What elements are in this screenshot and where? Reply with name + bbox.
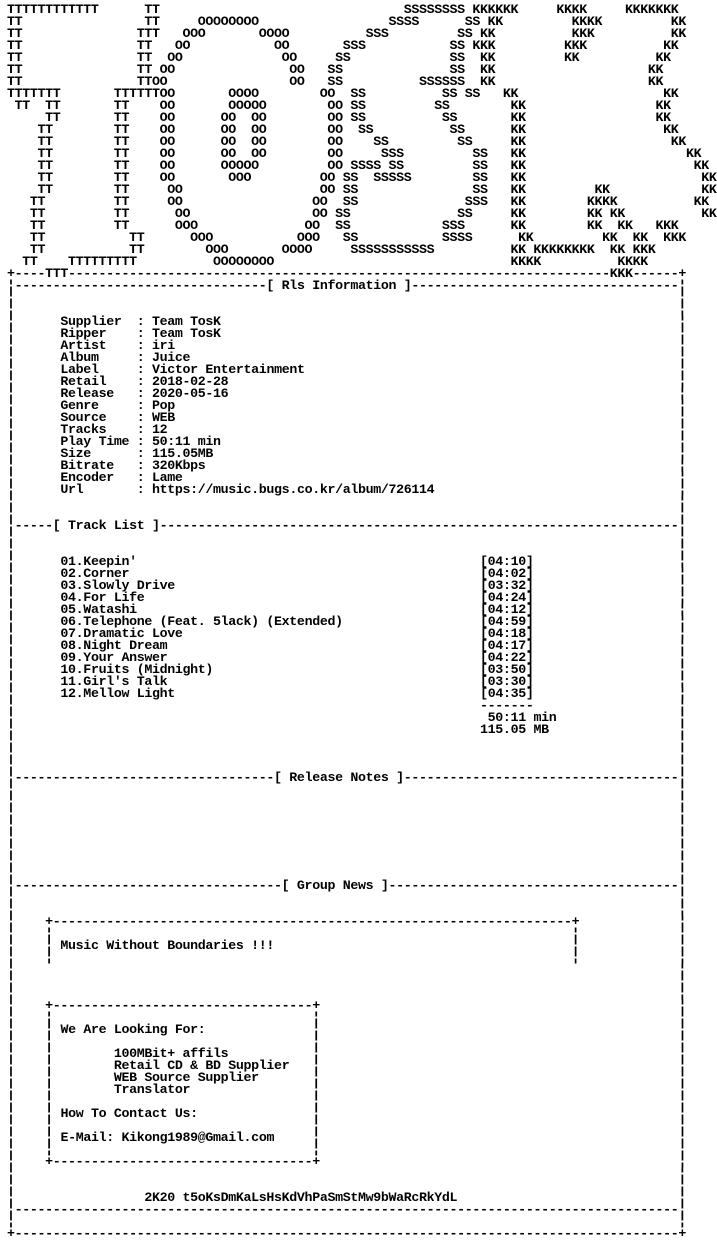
blank-line: ¦ ¦: [7, 794, 687, 809]
info-key: Source: [60, 410, 107, 425]
blank-line: ¦ ¦: [7, 806, 687, 821]
contact-box-top: ¦ +----------------------------------+ ¦: [7, 998, 687, 1013]
blank-line: ¦ ¦: [7, 866, 687, 881]
info-row: ¦ Release : 2020-05-16 ¦: [7, 386, 687, 401]
track-time: [04:02]: [480, 566, 534, 581]
track-row: ¦ 09.Your Answer [04:22] ¦: [7, 650, 687, 665]
info-value: Lame: [151, 470, 183, 485]
looking-for-row: ¦ ¦ 100MBit+ affils ¦ ¦: [7, 1046, 687, 1061]
blank-line: ¦ ¦: [7, 902, 687, 917]
blank-line: ¦ ¦: [7, 1214, 687, 1229]
track-title: 08.Night Dream: [60, 638, 168, 653]
logo-row: TTTTTTTTTTTT TT SSSSSSSS KKKKKK KKKK KKKKKKK: [7, 2, 679, 17]
track-time: [04:22]: [480, 650, 534, 665]
group-motto: Music Without Boundaries !!!: [60, 938, 275, 953]
contact-title: How To Contact Us:: [60, 1106, 198, 1121]
info-row: ¦ Play Time : 50:11 min ¦: [7, 434, 687, 449]
section-release-notes: [ Release Notes ]: [274, 770, 404, 785]
track-time: [04:12]: [480, 602, 534, 617]
info-key: Supplier: [60, 314, 122, 329]
motto-box-line: ¦ ¦ Music Without Boundaries !!! ¦ ¦: [7, 938, 687, 953]
blank-line: ¦ ¦: [7, 974, 687, 989]
contact-box-line: ¦ ¦ ¦ ¦: [7, 1034, 687, 1049]
track-row: ¦ 05.Watashi [04:12] ¦: [7, 602, 687, 617]
info-value: Juice: [152, 350, 191, 365]
contact-box-line: ¦ ¦ ¦ ¦: [7, 1010, 687, 1025]
track-row: ¦ 04.For Life [04:24] ¦: [7, 590, 687, 605]
info-key: Label: [60, 362, 99, 377]
logo-row: TT TT OO OO SS SS KK KK KK: [7, 50, 671, 65]
blank-line: ¦ ¦: [7, 890, 687, 905]
info-row: ¦ Source : WEB ¦: [7, 410, 687, 425]
logo-row: TT TT OO OO OO OO SS SS KK KK: [7, 122, 679, 137]
section-track-list: [ Track List ]: [52, 518, 160, 533]
logo-row: TT TT OO OO SS SS KK KK KK KK: [7, 206, 717, 221]
bottom-border: +---------------------------------------------------------------------------------------+: [7, 1226, 687, 1241]
info-row: ¦ Size : 115.05MB ¦: [7, 446, 687, 461]
logo-row: TT TTTTTTTTT OOOOOOOO KKKK KKKK: [7, 254, 648, 269]
info-row: ¦ Album : Juice ¦: [7, 350, 687, 365]
track-row: ¦ 11.Girl's Talk [03:30] ¦: [7, 674, 687, 689]
blank-line: ¦ ¦: [7, 842, 687, 857]
track-row: ¦ 02.Corner [04:02] ¦: [7, 566, 687, 581]
section-release-notes-line: ¦----------------------------------[ Release Notes ]------------------------------------¦: [7, 770, 687, 785]
looking-for-item: Translator: [113, 1082, 191, 1097]
footer-line: ¦ 2K20 t5oKsDmKaLsHsKdVhPaSmStMw9bWaRcRkYdL ¦: [7, 1190, 687, 1205]
blank-line: ¦ ¦: [7, 782, 687, 797]
logo-row: TT TT OOO OOO SS SSSS KK KK KK KKK: [7, 230, 687, 245]
track-title: 12.Mellow Light: [60, 686, 175, 701]
totals-separator: -------: [480, 698, 534, 713]
logo-row: TT TT OO OOO OO SS SSSSS SS KK KK: [7, 170, 717, 185]
logo-row: TT TT OO OO SS SS KK KK: [7, 62, 664, 77]
section-track-list-line: ¦-----[ Track List ]--------------------------------------------------------------------¦: [7, 518, 687, 533]
blank-line: ¦ ¦: [7, 854, 687, 869]
section-rls-information: [ Rls Information ]: [266, 278, 412, 293]
info-value: WEB: [152, 410, 175, 425]
info-row: ¦ Label : Victor Entertainment ¦: [7, 362, 687, 377]
motto-box-line: ¦ ¦ ¦ ¦: [7, 950, 687, 965]
totals-size-line: ¦ 115.05 MB ¦: [7, 722, 687, 737]
total-play-time: 50:11 min: [487, 710, 557, 725]
blank-line: ¦ ¦: [7, 302, 687, 317]
info-value: 115.05MB: [152, 446, 214, 461]
track-title: 04.For Life: [60, 590, 145, 605]
info-value: 50:11 min: [152, 434, 221, 449]
logo-row: TT TT OO OO SS SSS KK KKKK KK: [7, 194, 709, 209]
section-group-news-line: ¦-----------------------------------[ Group News ]--------------------------------------¦: [7, 878, 687, 893]
track-row: ¦ 10.Fruits (Midnight) [03:50] ¦: [7, 662, 687, 677]
motto-box-top: ¦ +--------------------------------------------------------------------+ ¦: [7, 914, 687, 929]
track-title: 07.Dramatic Love: [60, 626, 183, 641]
info-key: Play Time: [60, 434, 130, 449]
info-row: ¦ Ripper : Team TosK ¦: [7, 326, 687, 341]
info-value: Pop: [152, 398, 175, 413]
info-row: ¦ Supplier : Team TosK ¦: [7, 314, 687, 329]
track-time: [04:10]: [480, 554, 534, 569]
logo-row: TT TTT OOO OOOO SSS SS KK KKK KK: [7, 26, 687, 41]
footer-signature: 2K20 t5oKsDmKaLsHsKdVhPaSmStMw9bWaRcRkYdL: [144, 1190, 458, 1205]
contact-box-bottom: ¦ +----------------------------------+ ¦: [7, 1154, 687, 1169]
blank-line: ¦ ¦: [7, 1178, 687, 1193]
blank-line: ¦ ¦: [7, 290, 687, 305]
logo-row: TT TT OO OO OO OO SS SS KK KK: [7, 134, 687, 149]
email-address: Kikong1989@Gmail.com: [121, 1130, 275, 1145]
track-row: ¦ 03.Slowly Drive [03:32] ¦: [7, 578, 687, 593]
track-title: 11.Girl's Talk: [60, 674, 168, 689]
track-row: ¦ 06.Telephone (Feat. 5lack) (Extended) [04:59] ¦: [7, 614, 687, 629]
info-key: Genre: [60, 398, 99, 413]
info-key: Url: [60, 482, 84, 497]
info-value: https://music.bugs.co.kr/album/726114: [151, 482, 435, 497]
info-key: Retail: [60, 374, 107, 389]
info-value: Victor Entertainment: [152, 362, 305, 377]
track-row: ¦ 12.Mellow Light [04:35] ¦: [7, 686, 687, 701]
info-value: Team TosK: [152, 314, 221, 329]
blank-line: ¦ ¦: [7, 542, 687, 557]
looking-for-item: 100MBit+ affils: [113, 1046, 229, 1061]
email-row: ¦ ¦ E-Mail: Kikong1989@Gmail.com ¦ ¦: [7, 1130, 687, 1145]
logo-row: TTTTTTT TTTTTTOO OOOO OO SS SS SS KK KK: [7, 86, 679, 101]
info-value: 320Kbps: [151, 458, 206, 473]
logo-row: TT TT OO OO OO OO SS SS KK KK: [7, 110, 671, 125]
section-rls-information-line: ¦---------------------------------[ Rls Information ]-----------------------------------¦: [7, 278, 687, 293]
track-title: 10.Fruits (Midnight): [60, 662, 214, 677]
track-title: 05.Watashi: [60, 602, 137, 617]
info-key: Artist: [60, 338, 107, 353]
info-value: 12: [152, 422, 168, 437]
track-title: 03.Slowly Drive: [60, 578, 175, 593]
blank-line: ¦ ¦: [7, 746, 687, 761]
section-group-news: [ Group News ]: [281, 878, 389, 893]
info-key: Tracks: [60, 422, 107, 437]
logo-row: +----TTT-----------------------------------------------------------------------KKK------+: [7, 266, 687, 281]
info-key: Size: [60, 446, 91, 461]
track-time: [04:18]: [480, 626, 534, 641]
blank-line: ¦ ¦: [7, 818, 687, 833]
contact-box-line: ¦ ¦ ¦ ¦: [7, 1142, 687, 1157]
track-time: [04:24]: [480, 590, 534, 605]
logo-row: TT TT OO OO SS SS KK KK KK: [7, 182, 717, 197]
looking-for-row: ¦ ¦ WEB Source Supplier ¦ ¦: [7, 1070, 687, 1085]
looking-for-item: WEB Source Supplier: [113, 1070, 259, 1085]
info-key: Bitrate: [60, 458, 114, 473]
contact-box-line: ¦ ¦ How To Contact Us: ¦ ¦: [7, 1106, 687, 1121]
looking-for-title: We Are Looking For:: [60, 1022, 206, 1037]
info-value: 2018-02-28: [152, 374, 229, 389]
track-title: 09.Your Answer: [60, 650, 168, 665]
info-row: ¦ Url : https://music.bugs.co.kr/album/726114 ¦: [7, 482, 687, 497]
info-key: Release: [60, 386, 114, 401]
looking-for-row: ¦ ¦ Retail CD & BD Supplier ¦ ¦: [7, 1058, 687, 1073]
track-time: [03:30]: [480, 674, 534, 689]
logo-row: TT TT OO OO OO OO SSS SS KK KK: [7, 146, 702, 161]
logo-row: TT TTOO OO SS SSSSSS KK KK: [7, 74, 664, 89]
email-label: E-Mail:: [60, 1130, 114, 1145]
logo-row: TT TT TT OO OOOOO OO SS SS KK KK: [7, 98, 671, 113]
blank-line: ¦ ¦: [7, 506, 687, 521]
total-size: 115.05 MB: [480, 722, 549, 737]
blank-line: ¦ ¦: [7, 1166, 687, 1181]
logo-row: TT TT OOOOOOOO SSSS SS KK KKKK KK: [7, 14, 687, 29]
info-value: Team TosK: [152, 326, 221, 341]
blank-line: ¦ ¦: [7, 530, 687, 545]
logo-row: TT TT OOO OO SS SSS KK KK KK KKK: [7, 218, 679, 233]
track-time: [03:32]: [480, 578, 534, 593]
info-row: ¦ Genre : Pop ¦: [7, 398, 687, 413]
info-key: Ripper: [60, 326, 107, 341]
info-value: iri: [152, 338, 175, 353]
blank-line: ¦ ¦: [7, 734, 687, 749]
contact-box-line: ¦ ¦ ¦ ¦: [7, 1118, 687, 1133]
blank-line: ¦ ¦: [7, 830, 687, 845]
motto-box-line: ¦ ¦ ¦ ¦: [7, 926, 687, 941]
info-key: Album: [60, 350, 99, 365]
track-row: ¦ 08.Night Dream [04:17] ¦: [7, 638, 687, 653]
info-row: ¦ Tracks : 12 ¦: [7, 422, 687, 437]
totals-time-line: ¦ 50:11 min ¦: [7, 710, 687, 725]
blank-line: ¦ ¦: [7, 986, 687, 1001]
track-time: [04:17]: [480, 638, 534, 653]
track-title: 06.Telephone (Feat. 5lack) (Extended): [60, 614, 343, 629]
looking-for-row: ¦ ¦ Translator ¦ ¦: [7, 1082, 687, 1097]
blank-line: ¦ ¦: [7, 962, 687, 977]
info-row: ¦ Bitrate : 320Kbps ¦: [7, 458, 687, 473]
contact-box-line: ¦ ¦ ¦ ¦: [7, 1094, 687, 1109]
logo-row: TT TT OOO OOOO SSSSSSSSSSS KK KKKKKKKK KK KKK: [7, 242, 656, 257]
info-row: ¦ Encoder : Lame ¦: [7, 470, 687, 485]
info-key: Encoder: [60, 470, 114, 485]
info-row: ¦ Artist : iri ¦: [7, 338, 687, 353]
contact-box-line: ¦ ¦ We Are Looking For: ¦ ¦: [7, 1022, 687, 1037]
blank-line: ¦ ¦: [7, 758, 687, 773]
logo-row: TT TT OO OOOOO OO SSSS SS SS KK KK: [7, 158, 709, 173]
info-row: ¦ Retail : 2018-02-28 ¦: [7, 374, 687, 389]
track-time: [04:59]: [480, 614, 534, 629]
track-row: ¦ 07.Dramatic Love [04:18] ¦: [7, 626, 687, 641]
info-value: 2020-05-16: [151, 386, 229, 401]
looking-for-item: Retail CD & BD Supplier: [113, 1058, 290, 1073]
track-title: 01.Keepin': [60, 554, 137, 569]
track-time: [03:50]: [480, 662, 534, 677]
logo-row: TT TT OO OO SSS SS KKK KKK KK: [7, 38, 679, 53]
footer-rule: ¦---------------------------------------------------------------------------------------¦: [7, 1202, 687, 1217]
track-time: [04:35]: [480, 686, 534, 701]
totals-separator-line: ¦ ------- ¦: [7, 698, 687, 713]
track-title: 02.Corner: [60, 566, 130, 581]
track-row: ¦ 01.Keepin' [04:10] ¦: [7, 554, 687, 569]
blank-line: ¦ ¦: [7, 494, 687, 509]
